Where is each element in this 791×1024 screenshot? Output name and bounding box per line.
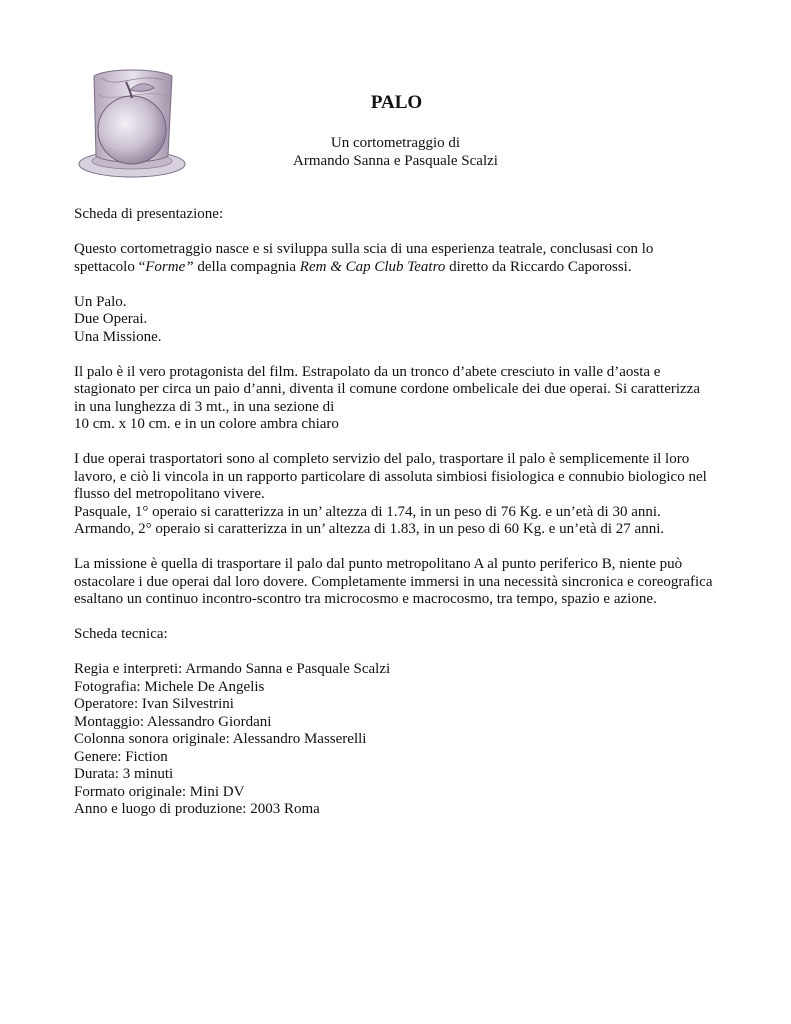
technical-item: Operatore: Ivan Silvestrini [74, 696, 234, 712]
technical-item: Genere: Fiction [74, 748, 168, 765]
document-title: PALO [370, 92, 423, 113]
intro-text-b: della compagnia [193, 258, 300, 275]
palo-text-b: 10 cm. x 10 cm. e in un colore ambra chiaro [74, 416, 339, 432]
document-subtitle [0, 135, 791, 170]
technical-item: Fotografia: Michele De Angelis [74, 678, 265, 695]
palo-text-a: Il palo è il vero protagonista del film. Estrapolato da un tronco d’abete cresciuto in valle d’aosta e stagionato per circa un paio d’anni, diventa il comune cordone ombelicale dei due operai. Si caratterizza in una lunghezza di 3 mt., in una sezione di [74, 363, 700, 415]
palo-paragraph [74, 364, 714, 434]
document-body [74, 206, 714, 836]
technical-item: Formato originale: Mini DV [74, 783, 245, 800]
tagline [74, 294, 714, 347]
intro-text-a: Questo cortometraggio nasce e si sviluppa sulla scia di una esperienza teatrale, conclusasi con lo spettacolo “ [74, 241, 654, 275]
subtitle-authors: Armando Sanna e Pasquale Scalzi [293, 152, 498, 169]
technical-list [74, 661, 714, 819]
tagline-line: Due Operai. [74, 311, 148, 327]
operai-pasquale: Pasquale, 1° operaio si caratterizza in un’ altezza di 1.74, in un peso di 76 Kg. e un’età di 30 anni. [74, 503, 661, 520]
intro-forme: Forme” [145, 258, 194, 275]
operai-paragraph [74, 451, 714, 539]
operai-armando: Armando, 2° operaio si caratterizza in un’ altezza di 1.83, in un peso di 60 Kg. e un’età di 27 anni. [74, 521, 665, 537]
presentation-heading: Scheda di presentazione: [74, 206, 224, 222]
subtitle-line-1: Un cortometraggio di [330, 135, 461, 151]
tagline-line: Una Missione. [74, 328, 162, 345]
operai-text-a: I due operai trasportatori sono al completo servizio del palo, trasportare il palo è semplicemente il loro lavoro, e ciò li vincola in un rapporto particolare di assoluta simbiosi fisiologica e connubio biologico nel flusso del metropolitano vivere. [74, 451, 707, 502]
technical-heading: Scheda tecnica: [74, 626, 168, 642]
technical-item: Durata: 3 minuti [74, 766, 174, 782]
technical-item: Regia e interpreti: Armando Sanna e Pasquale Scalzi [74, 661, 391, 677]
intro-paragraph [74, 241, 714, 276]
intro-text-c: diretto da Riccardo Caporossi. [445, 258, 632, 275]
technical-item: Montaggio: Alessandro Giordani [74, 713, 272, 730]
technical-item: Anno e luogo di produzione: 2003 Roma [74, 801, 320, 817]
intro-company: Rem & Cap Club Teatro [299, 258, 446, 275]
missione-paragraph: La missione è quella di trasportare il palo dal punto metropolitano A al punto periferico B, niente può ostacolare i due operai dal loro dovere. Completamente immersi in una necessità sincronica e coreografica esaltano un continuo incontro-scontro tra microcosmo e macrocosmo, tra tempo, spazio e azione. [74, 556, 713, 607]
tagline-line: Un Palo. [74, 293, 127, 310]
technical-item: Colonna sonora originale: Alessandro Masserelli [74, 731, 367, 747]
